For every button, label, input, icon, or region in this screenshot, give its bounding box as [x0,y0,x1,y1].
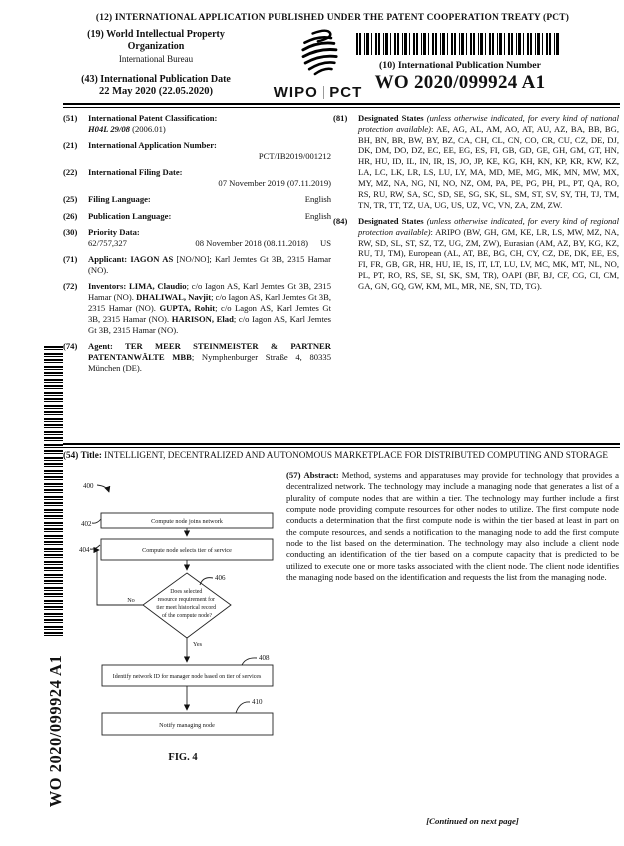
flow-box-402-text: Compute node joins network [151,518,223,525]
fig-ref-leader [97,485,109,492]
publication-number-label: (10) International Publication Number [379,60,541,71]
agent-label: Agent: [88,341,126,352]
applicant-entry [63,254,331,276]
application-number-value: PCT/IB2019/001212 [258,150,331,161]
flow-label-408: 408 [259,654,270,662]
inid-25: (25) [63,194,78,205]
flow-label-406: 406 [215,574,226,582]
international-bureau-label: International Bureau [118,53,194,64]
application-number-entry [63,140,331,162]
filing-date-label: International Filing Date: [88,167,183,178]
title-label: Title: [80,450,102,460]
inid-21: (21) [63,140,78,151]
inid-72: (72) [63,281,78,292]
inventors-entry [63,281,331,335]
inventor-name: LIMA, Claudio [129,281,187,292]
flow-no-label: No [127,597,135,604]
designated-states-regional-entry [333,216,619,292]
flow-yes-label: Yes [193,641,203,648]
flow-label-404: 404 [79,546,90,554]
filing-language-label: Filing Language: [88,194,151,205]
ipc-entry [63,113,331,135]
filing-language-value: English [304,194,331,205]
title-text: INTELLIGENT, DECENTRALIZED AND AUTONOMOUS MARKETPLACE FOR DISTRIBUTED COMPUTING AND STORAGE [101,450,608,460]
flow-label-402-leader [92,519,101,523]
org-name-line1 [60,29,252,41]
flow-diamond-text-line: Does selected [170,589,203,595]
inid-19: (19) [87,29,104,40]
filing-date-entry [63,167,331,189]
designated-states-codes: : AE, AG, AL, AM, AO, AT, AU, AZ, BA, BB, BG, BH, BN, BR, BW, BY, BZ, CA, CH, CL, CN, CO, CR, CU, CZ, DE, DJ, DK, DM, DO, DZ, EC, EE, EG, ES, FI, GB, GD, GE, GH, GM, GT, HN, HR, HU, ID, IL, IN, IR, IS, JO, JP, KE, KG, KH, KN, KP, KR, KW, KZ, LA, LC, LK, LR, LS, LU, LY, MA, MD, ME, MG, MK, MN, MW, MX, MY, MZ, NA, NG, NI, NO, NZ, OM, PA, PE, PG, PH, PL, PT, QA, RO, RS, RU, RW, SA, SC, SD, SE, SG, SK, SL, SM, ST, SV, SY, TH, TJ, TM, TN, TR, TT, TZ, UA, UG, US, UZ, VC, VN, ZA, ZM, ZW. [358,123,620,210]
priority-date: 08 November 2018 (08.11.2018) [195,237,308,248]
pct-wordmark: PCT [329,84,363,101]
ipc-label: International Patent Classification: [88,113,218,123]
abstract-block [286,470,619,583]
applicant-name: IAGON AS [130,254,174,265]
continued-next-page-note: [Continued on next page] [426,816,519,826]
application-number-label: International Application Number: [88,140,217,151]
inid-81: (81) [333,113,348,123]
ipc-code-line: H04L 29/08 (2006.01) [88,123,166,134]
inid-51: (51) [63,113,78,123]
barcode-top [356,33,560,55]
inid-26: (26) [63,210,78,221]
designated-states-note: (unless otherwise indicated, for every kind of national protection available) [358,113,619,134]
figure-4-flowchart [55,472,295,774]
designated-states-note: (unless otherwise indicated, for every kind of regional protection available) [358,215,619,237]
inid-71: (71) [63,254,78,265]
applicant-address: [NO/NO]; Karl Jemtes Gt 3B, 2315 Hamar (NO). [88,254,331,276]
flow-diamond-text-line: of the compute node? [161,613,213,619]
abstract-label: Abstract: [303,470,339,480]
priority-country: US [320,237,331,248]
flow-label-404-leader [90,545,100,549]
inid-30: (30) [63,227,78,238]
publication-language-entry [63,211,331,222]
flow-box-408-text: Identify network ID for manager node based on tier of services [112,674,262,680]
inventor-address: ; c/o Iagon AS, Karl Jemtes Gt 3B, 2315 Hamar (NO). [88,292,331,314]
flowchart-canvas [55,472,295,774]
flow-diamond-text-line: tier meet historical record [156,605,217,611]
org-name-line2: Organization [127,40,185,52]
priority-data-entry [63,227,331,249]
inventor-name: HARISON, Elad [171,313,234,324]
priority-data-label: Priority Data: [88,227,140,238]
publication-number-value: WO 2020/099924 A1 [374,71,546,93]
inventor-name: DHALIWAL, Navjit [136,292,212,303]
agent-entry [63,341,331,373]
pct-treaty-line: (12) INTERNATIONAL APPLICATION PUBLISHED UNDER THE PATENT COOPERATION TREATY (PCT) [95,13,570,23]
priority-serial: 62/757,327 [88,237,127,248]
designated-states-label: Designated States [358,215,424,226]
inid-10: (10) [379,60,396,71]
priority-data-row [88,238,331,249]
abstract-text: Method, systems and apparatuses may provide for technology that provides a decentralized network. The technology may include a managing node that generates a list of a plurality of compute nodes that are within a tier. The technology may further include a first compute node providing compute resources for other nodes to utilize. The first compute node conducts a determination that the first compute node is within the tier based at least in part on the compute resources, and sends a notification to the managing node to add the first compute node to the list based on the determination. The technology may also include a client node conducting an identification of the tier based on a compute capacity that is predicted to be utilized to execute one or more tasks associated with the client node. The client node identifies the managing node based on the identification and requests the list from the managing node. [286,470,620,582]
title-rule [63,443,620,448]
figure-caption: FIG. 4 [168,752,198,763]
flow-diamond-406-text [156,589,217,619]
flow-box-410-text: Notify managing node [159,722,215,729]
sidebar-publication-number: WO 2020/099924 A1 [46,654,65,808]
applicant-label: Applicant: [88,254,131,265]
inid-22: (22) [63,167,78,178]
biblio-right-column [333,113,619,297]
inid-57: (57) [286,470,301,480]
title-block [63,450,618,462]
designated-states-national-entry [333,113,619,210]
flow-label-408-leader [242,658,257,665]
wipo-wordmark: WIPO [273,84,318,101]
biblio-left-column [63,113,331,379]
inid-84: (84) [333,215,348,226]
inid-54: (54) [63,450,79,460]
filing-date-value: 07 November 2019 (07.11.2019) [218,178,331,189]
agent-name: TER MEER STEINMEISTER & PARTNER PATENTANWÄLTE MBB [88,341,331,362]
inventor-address: ; c/o Lagon AS, Karl Jemtes Gt 3B, 2315 Hamar (NO). [88,303,331,324]
inventor-address: ; c/o Iagon AS, Karl Jemtes Gt 3B, 2315 Hamar (NO). [88,313,332,335]
fig-ref-400: 400 [83,482,94,490]
flow-diamond-text-line: resource requirement for [157,597,215,603]
barcode-side [44,346,63,638]
publication-date-value: 22 May 2020 (22.05.2020) [98,86,214,97]
inventor-name: GUPTA, Rohit [159,303,216,314]
publication-number-block [352,60,568,95]
flow-label-410: 410 [252,698,263,706]
wipo-swirl-icon [295,29,341,77]
flow-no-path [97,550,143,605]
publication-date-block [60,74,252,99]
agent-address: ; Nymphenburger Straße 4, 80335 München (DE). [88,351,331,373]
inid-43: (43) [81,74,98,85]
flow-box-404-text: Compute node selects tier of service [142,547,232,554]
designated-states-label: Designated States [358,113,424,123]
flow-label-402: 402 [81,520,92,528]
designated-states-codes: : ARIPO (BW, GH, GM, KE, LR, LS, MW, MZ, NA, RW, SD, SL, ST, SZ, TZ, UG, ZM, ZW), Eurasian (AM, AZ, BY, KG, KZ, RU, TJ, TM), European (AL, AT, BE, BG, CH, CY, CZ, DE, DK, EE, ES, FI, FR, GB, GR, HR, HU, IE, IS, IT, LT, LU, LV, MC, MK, MT, NL, NO, PL, PT, RO, RS, SE, SI, SK, SM, TR), OAPI (BF, BJ, CF, CG, CI, CM, GA, GN, GQ, GW, KM, ML, MR, NE, SN, TD, TG). [358,226,619,291]
filing-language-entry [63,194,331,205]
publication-language-label: Publication Language: [88,210,172,221]
inventor-address: ; c/o Iagon AS, Karl Jemtes Gt 3B, 2315 Hamar (NO). [88,281,332,303]
flow-label-410-leader [236,702,250,713]
publication-date-label: (43) International Publication Date [81,74,231,85]
wipo-org-block [60,29,252,64]
publication-language-value: English [304,210,331,221]
inid-74: (74) [63,341,78,352]
wordmark-divider [323,86,325,99]
inventors-label: Inventors: [88,281,130,292]
header-rule [63,103,620,108]
org-name: World Intellectual Property [106,29,225,40]
